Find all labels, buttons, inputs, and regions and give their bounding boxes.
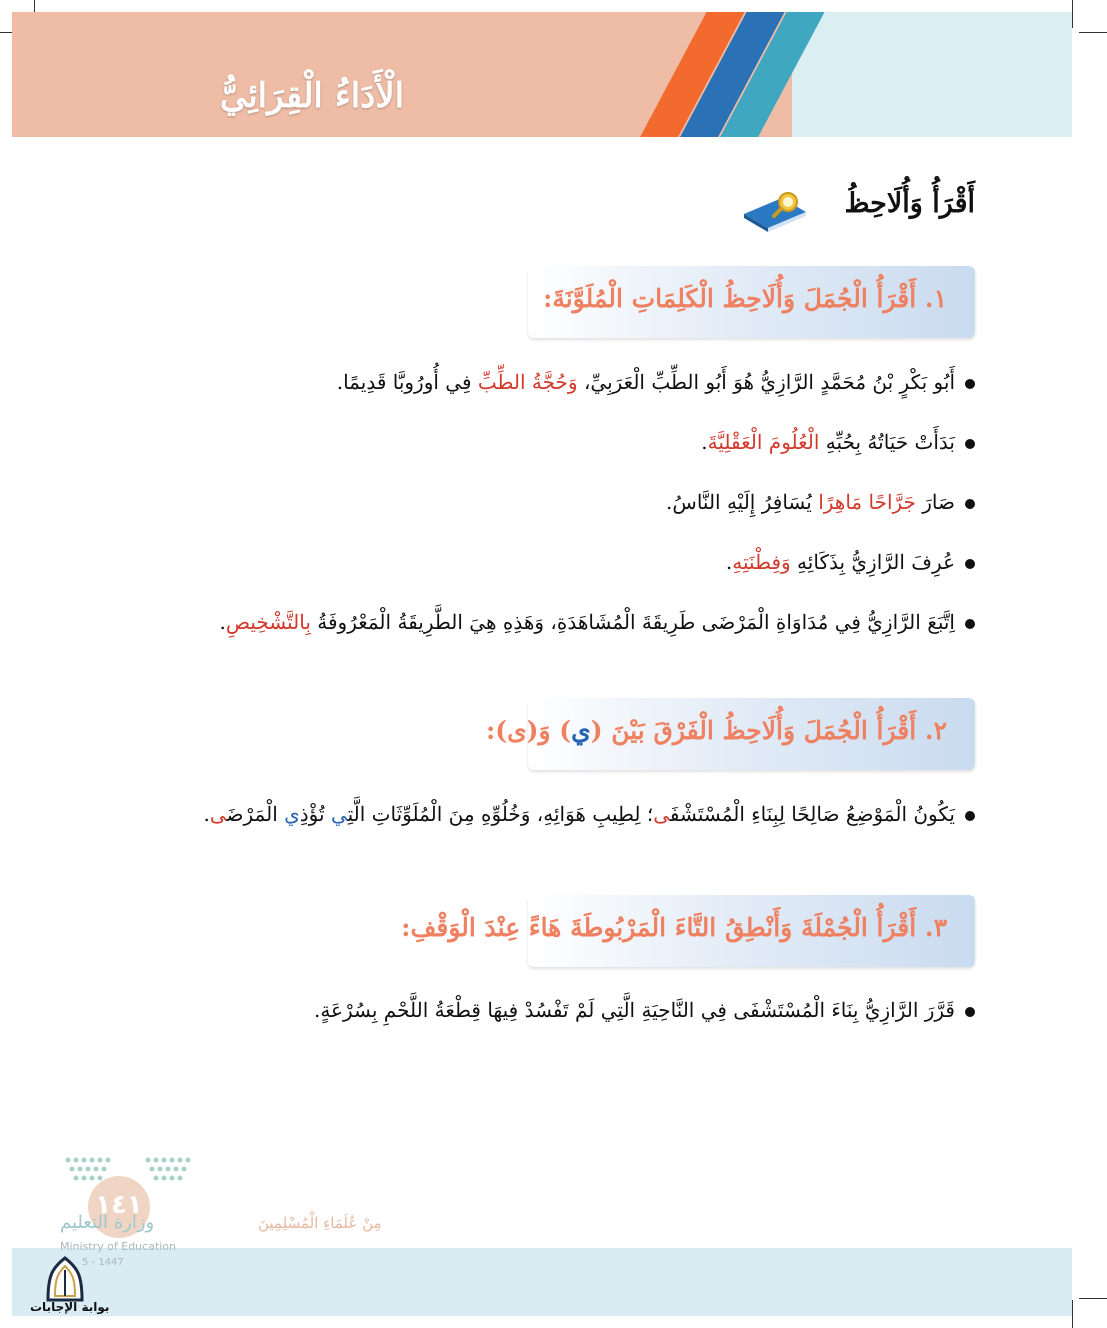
sentence-text: يَكُونُ الْمَوْضِعُ صَالِحًا لِبِنَاءِ الْمُسْتَشْفَ [669,802,955,826]
alif-maqsura: ى [209,802,227,826]
crop-mark [1079,1298,1107,1299]
sentence-text: تُؤْذِ [299,802,331,826]
sentence-text: ؛ لِطِيبِ هَوَائِهِ، وَخُلُوِّهِ مِنَ الْمُلَوِّثَاتِ الَّتِ [347,802,654,826]
sentence-text: . [203,802,210,826]
lesson-title: الْأَدَاءُ الْقِرَائِيُّ [219,76,405,116]
bullet-icon [965,439,975,449]
sentence-text: اِتَّبَعَ الرَّازِيُّ فِي مُدَاوَاةِ الْمَرْضَى طَرِيقَةَ الْمُشَاهَدَةِ، وَهَذِهِ هِيَ الطَّرِيقَةُ الْمَعْرُوفَةُ [310,610,955,634]
letter-ya: ي [571,716,591,745]
sentence-6 [203,802,975,826]
highlighted-word: وَحُجَّةُ الطِّبِّ [477,370,578,394]
letter-ya: ي [330,802,348,826]
unit-title: مِنْ عُلَمَاءِ الْمُسْلِمِينَ [258,1214,382,1232]
site-name: بوابة الإجابات [30,1300,110,1314]
exercise-2-title [486,716,947,745]
book-magnifier-icon [742,190,808,232]
title-text: ) وَ(ى): [486,716,572,745]
bullet-icon [965,619,975,629]
sentence-text: . [701,430,708,454]
letter-ya: ي [284,802,300,826]
alif-maqsura: ى [653,802,670,826]
exercise-3-header [401,895,975,967]
bullet-icon [965,811,975,821]
sentence-text: يُسَافِرُ إِلَيْهِ النَّاسُ. [666,490,819,514]
bullet-icon [965,1007,975,1017]
sentence-text: . [219,610,226,634]
crop-mark [1072,1300,1073,1328]
sentence-3 [666,490,975,514]
highlighted-word: جَرَّاحًا مَاهِرًا [818,490,916,514]
ministry-name-arabic: وزارة التعليم [60,1212,155,1233]
sentence-text: . [725,550,733,574]
sentence-text: فِي أُورُوبَّا قَدِيمًا. [336,370,478,394]
sentence-4 [726,550,975,574]
ministry-name-english: Ministry of Education [60,1240,177,1253]
highlighted-word: بِالتَّشْخِيصِ [225,610,311,634]
sentence-2 [701,430,975,454]
exercise-3-title: ٣. أَقْرَأُ الْجُمْلَةَ وَأَنْطِقُ التَّاءَ الْمَرْبُوطَةَ هَاءً عِنْدَ الْوَقْفِ: [401,913,947,942]
exercise-1-header [528,266,975,338]
page-number: ١٤١ [95,1190,143,1220]
title-text: ٢. أَقْرَأُ الْجُمَلَ وَأُلَاحِظُ الْفَرْقَ بَيْنَ ( [590,716,947,745]
bullet-icon [965,559,975,569]
sentence-text: عُرِفَ الرَّازِيُّ بِذَكَائِهِ [790,550,955,574]
highlighted-word: وَفِطْنَتِهِ [732,550,791,574]
lesson-banner [12,12,1072,137]
section-heading: أَقْرَأُ وَأُلَاحِظُ [844,188,975,219]
sentence-1 [337,370,975,394]
highlighted-word: الْعُلُومَ الْعَقْلِيَّةَ [707,430,820,454]
sentence-text: صَارَ [915,490,955,514]
bullet-icon [965,379,975,389]
site-logo-icon [40,1256,90,1302]
exercise-1-title: ١. أَقْرَأُ الْجُمَلَ وَأُلَاحِظُ الْكَلِمَاتِ الْمُلَوَّنَةَ: [543,284,947,313]
sentence-text: أَبُو بَكْرٍ بْنُ مُحَمَّدٍ الرَّازِيُّ هُوَ أَبُو الطِّبِّ الْعَرَبِيِّ، [577,370,955,394]
ministry-year: 5 - 1447 [82,1257,124,1268]
exercise-2-header [486,698,975,770]
sentence-5 [219,610,975,634]
sentence-text: بَدَأَتْ حَيَاتُهُ بِحُبِّهِ [819,430,955,454]
sentence-text: الْمَرْضَ [226,802,285,826]
sentence-text: قَرَّرَ الرَّازِيُّ بِنَاءَ الْمُسْتَشْفَى فِي النَّاحِيَةِ الَّتِي لَمْ تَفْسُدْ فِيهَا قِطْعَةُ اللَّحْمِ بِسُرْعَةٍ. [313,998,955,1022]
crop-mark [1079,32,1107,33]
sentence-7 [314,998,975,1022]
banner-light-panel [792,12,1072,137]
crop-mark [1072,0,1073,28]
bullet-icon [965,499,975,509]
